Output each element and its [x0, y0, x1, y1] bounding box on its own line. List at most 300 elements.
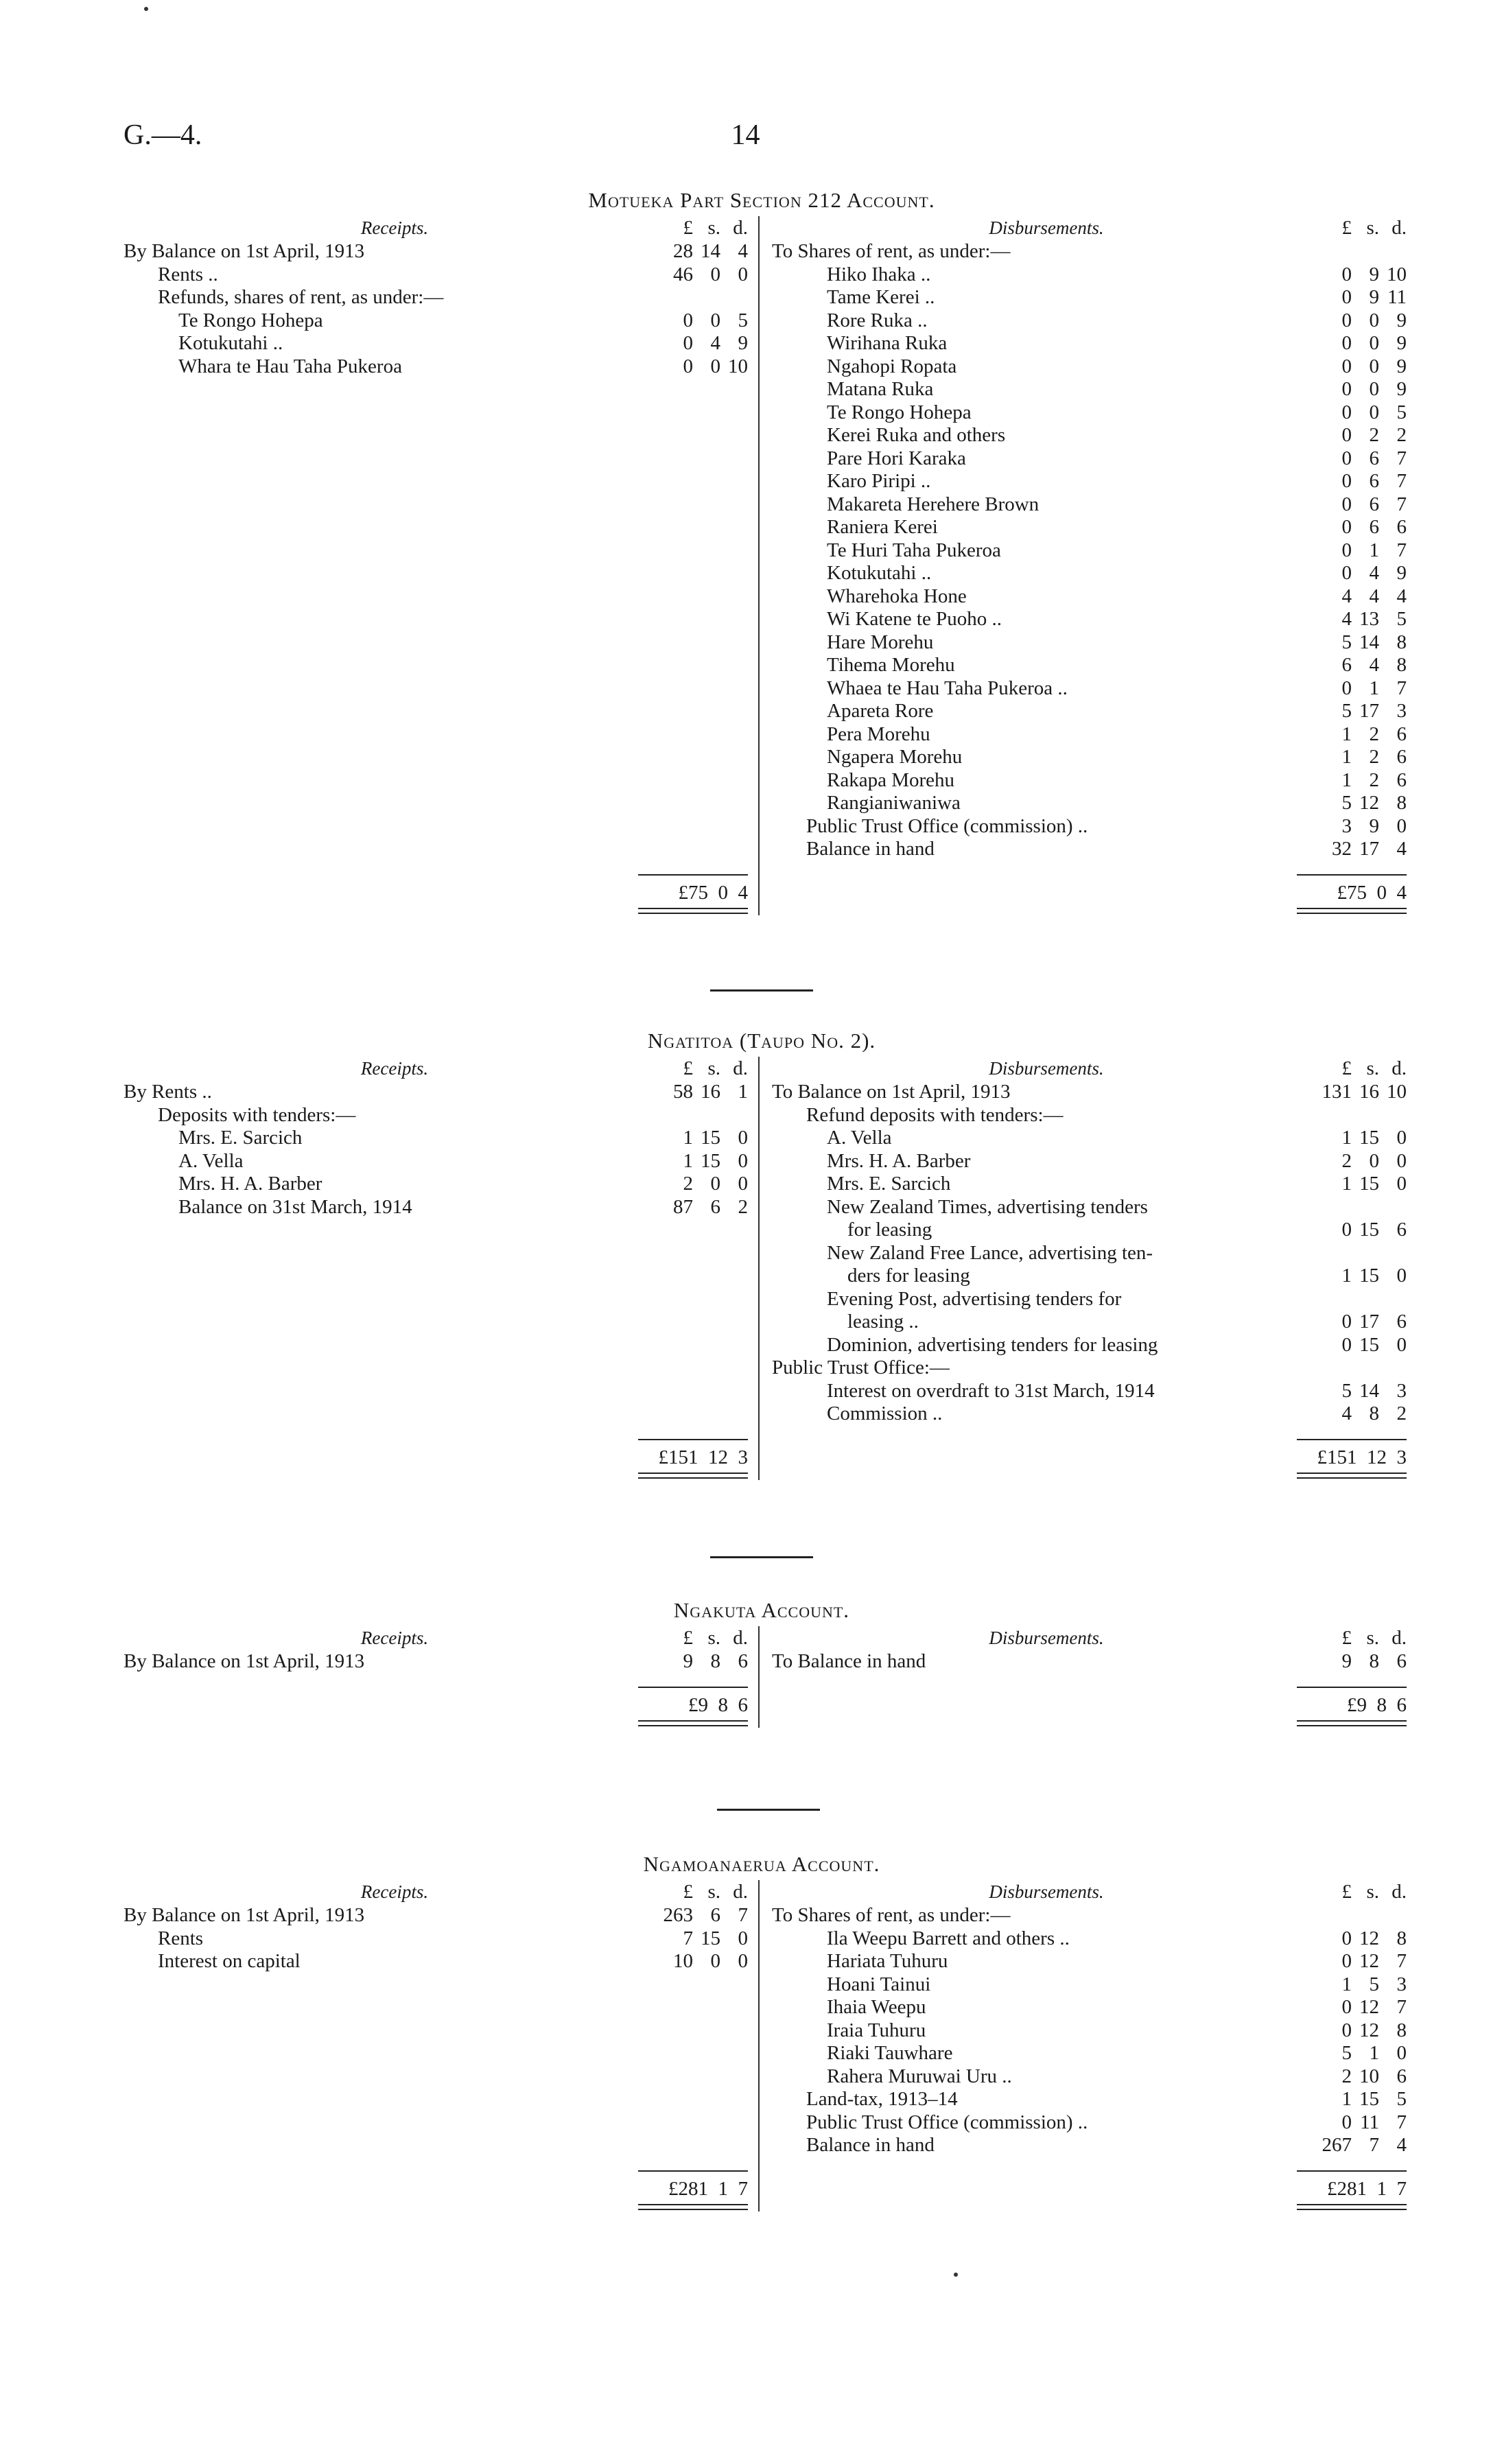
ledger-entry: To Balance on 1st April, 1913: [772, 1081, 1011, 1103]
amount-pence: 0: [1396, 1265, 1407, 1287]
spacer: [638, 2019, 748, 2042]
entry-amount: [1297, 1218, 1407, 1241]
ledger-entry: Hiko Ihaka ..: [827, 263, 931, 285]
disbursements-header: [772, 1880, 1321, 1903]
spacer: [124, 837, 666, 860]
amount-shillings: 6: [710, 1195, 720, 1218]
amount-shillings: 15: [1359, 1127, 1379, 1149]
currency-unit: s.: [1366, 1627, 1379, 1649]
spacer: [638, 631, 748, 654]
ledger-entry: Pera Morehu: [827, 723, 930, 745]
spacer: [638, 2065, 748, 2088]
spacer: [638, 1264, 748, 1287]
amount-pounds: 0: [1341, 263, 1352, 285]
amount-pounds: [1309, 1241, 1352, 1265]
money-column-header: [638, 1626, 748, 1650]
amount-pounds: 4: [1341, 608, 1352, 630]
currency-unit: £: [683, 1057, 693, 1079]
amount-pence: 9: [1396, 332, 1407, 354]
ledger-entry: Te Huri Taha Pukeroa: [827, 539, 1001, 561]
amount-pounds: 1: [1341, 1265, 1352, 1287]
amount-pounds: 0: [1341, 1927, 1352, 1949]
entry-amount: [1297, 837, 1407, 860]
entry-amount: [1297, 791, 1407, 814]
ledger-entry: Iraia Tuhuru: [827, 2019, 926, 2041]
amount-pounds: 0: [1341, 1219, 1352, 1241]
amount-pence: 0: [738, 263, 748, 285]
entry-amount: [1297, 699, 1407, 723]
ledger-entry: Interest on capital: [158, 1950, 301, 1972]
spacer: [124, 1973, 666, 1996]
ledger-entry: A. Vella: [827, 1127, 892, 1149]
entry-amount: [638, 1126, 748, 1149]
spacer: [124, 2087, 666, 2111]
amount-shillings: [1352, 1103, 1379, 1127]
amount-shillings: 0: [1369, 401, 1379, 423]
spacer: [124, 377, 666, 401]
amount-pence: 5: [1396, 2088, 1407, 2110]
currency-unit: d.: [1392, 1057, 1407, 1079]
ledger-entry: Hariata Tuhuru: [827, 1950, 948, 1972]
receipts-total: £75 0 4: [638, 874, 748, 904]
account-title: Ngamoanaerua Account.: [643, 1852, 880, 1876]
amount-pounds: 0: [1341, 286, 1352, 308]
spacer: [638, 447, 748, 470]
receipts-amounts: [638, 1626, 748, 1717]
entry-amount: [1297, 1973, 1407, 1996]
amount-pence: 6: [738, 1650, 748, 1672]
ledger-entry: Balance on 31st March, 1914: [178, 1195, 412, 1218]
amount-pence: 6: [1396, 768, 1407, 791]
amount-shillings: 8: [1369, 1403, 1379, 1424]
disbursements-label: Disbursements.: [989, 1881, 1104, 1902]
amount-shillings: 12: [1359, 1950, 1379, 1972]
spacer: [124, 1356, 666, 1379]
ledger-entry: Public Trust Office (commission) ..: [806, 2111, 1088, 2133]
ledger-entry: Ngapera Morehu: [827, 746, 963, 768]
entry-amount: [1297, 1650, 1407, 1673]
entry-amount: [1297, 285, 1407, 309]
amount-pence: 11: [1387, 286, 1407, 308]
spacer: [124, 561, 666, 585]
amount-pounds: [1309, 1287, 1352, 1311]
ledger-entry: Refunds, shares of rent, as under:—: [158, 286, 444, 308]
amount-shillings: 2: [1369, 723, 1379, 745]
entry-amount: [1297, 677, 1407, 700]
amount-shillings: 4: [1369, 585, 1379, 607]
amount-pounds: 1: [1341, 768, 1352, 791]
amount-pounds: 0: [1341, 309, 1352, 331]
amount-pounds: 0: [1341, 378, 1352, 400]
ledger-entry: Rakapa Morehu: [827, 768, 955, 791]
ledger-entry: Mrs. E. Sarcich: [827, 1173, 951, 1195]
amount-pounds: [1309, 1903, 1352, 1927]
receipts-label: Receipts.: [360, 218, 429, 238]
amount-shillings: 6: [1369, 516, 1379, 538]
currency-unit: d.: [1392, 217, 1407, 239]
entry-amount: [1297, 1949, 1407, 1973]
ledger-entry: Whara te Hau Taha Pukeroa: [178, 355, 402, 377]
amount-pence: 7: [1396, 447, 1407, 469]
entry-amount: [1297, 493, 1407, 516]
ledger-entry: Rangianiwaniwa: [827, 792, 961, 814]
amount-pounds: 5: [1341, 700, 1352, 722]
amount-shillings: 2: [1369, 746, 1379, 768]
ngakuta-account: [124, 1598, 1407, 1805]
amount-pounds: 1: [1341, 746, 1352, 768]
spacer: [638, 2087, 748, 2111]
section-rule: [717, 1809, 820, 1811]
currency-unit: d.: [1392, 1627, 1407, 1649]
amount-shillings: 14: [1359, 1379, 1379, 1402]
ledger-entry: Interest on overdraft to 31st March, 1914: [827, 1379, 1155, 1402]
spacer: [124, 1333, 666, 1357]
ledger-entry: Ihaia Weepu: [827, 1996, 926, 2018]
amount-shillings: [1352, 239, 1379, 263]
amount-pence: 5: [1396, 608, 1407, 630]
spacer: [638, 1310, 748, 1333]
amount-shillings: 12: [1359, 2019, 1379, 2041]
ngamoanaerua-account: [124, 1852, 1407, 2264]
amount-shillings: 0: [710, 263, 720, 285]
amount-pence: 6: [1396, 746, 1407, 768]
entry-amount: [1297, 1995, 1407, 2019]
entry-amount: [1297, 585, 1407, 608]
entry-amount: [638, 355, 748, 378]
currency-unit: £: [683, 1881, 693, 1903]
entry-amount: [1297, 401, 1407, 424]
amount-pounds: 0: [1341, 1950, 1352, 1972]
spacer: [638, 1995, 748, 2019]
disbursements-total: £9 8 6: [1297, 1687, 1407, 1717]
amount-pence: 8: [1396, 2019, 1407, 2041]
amount-pounds: 1: [683, 1127, 693, 1149]
ledger: [124, 1057, 1407, 1523]
disbursements-header: [772, 216, 1321, 239]
entry-amount: [638, 1103, 748, 1127]
amount-shillings: [693, 285, 720, 309]
entry-amount: [638, 1195, 748, 1219]
entry-amount: [638, 1927, 748, 1950]
amount-shillings: 0: [1369, 1149, 1379, 1172]
entry-amount: [1297, 1195, 1407, 1219]
entry-amount: [1297, 2041, 1407, 2065]
amount-shillings: 9: [1369, 263, 1379, 285]
ledger-entry: Te Rongo Hohepa: [827, 401, 972, 423]
amount-pounds: [1309, 1356, 1352, 1379]
spacer: [124, 607, 666, 631]
disbursements-label: Disbursements.: [989, 218, 1104, 238]
amount-pence: 8: [1396, 654, 1407, 676]
section-rule: [710, 989, 813, 992]
amount-shillings: 13: [1359, 608, 1379, 630]
entry-amount: [638, 285, 748, 309]
amount-pounds: 131: [1322, 1081, 1352, 1103]
print-speck: [144, 7, 148, 11]
disbursements-label: Disbursements.: [989, 1058, 1104, 1079]
entry-amount: [1297, 1103, 1407, 1127]
disbursements-column: [772, 1057, 1321, 1425]
amount-pence: 4: [1396, 585, 1407, 607]
receipts-label: Receipts.: [360, 1881, 429, 1902]
entry-amount: [1297, 331, 1407, 355]
ngatitoa-account: [124, 1029, 1407, 1523]
amount-shillings: 11: [1360, 2111, 1379, 2133]
amount-pounds: 267: [1322, 2134, 1352, 2156]
entry-amount: [1297, 1080, 1407, 1103]
amount-pounds: 9: [683, 1650, 693, 1672]
spacer: [638, 814, 748, 838]
spacer: [638, 401, 748, 424]
amount-pence: 7: [1396, 1950, 1407, 1972]
money-column-header: [1297, 1626, 1407, 1650]
entry-amount: [1297, 515, 1407, 539]
currency-unit: s.: [707, 1627, 720, 1649]
amount-shillings: 14: [701, 240, 720, 262]
amount-pence: 7: [1396, 539, 1407, 561]
amount-shillings: 8: [1369, 1650, 1379, 1672]
amount-shillings: 15: [1359, 2088, 1379, 2110]
amount-pence: 7: [1396, 677, 1407, 699]
spacer: [124, 814, 666, 838]
receipts-header: [124, 216, 666, 239]
entry-amount: [1297, 1356, 1407, 1379]
spacer: [124, 423, 666, 447]
spacer: [638, 1379, 748, 1403]
spacer: [638, 837, 748, 860]
amount-pounds: 2: [683, 1173, 693, 1195]
entry-amount: [1297, 1333, 1407, 1357]
spacer: [124, 2041, 666, 2065]
spacer: [638, 677, 748, 700]
amount-pounds: 0: [1341, 539, 1352, 561]
ledger-entry: Ila Weepu Barrett and others ..: [827, 1927, 1070, 1949]
spacer: [124, 1995, 666, 2019]
amount-pence: 0: [738, 1149, 748, 1172]
ledger-entry: Ngahopi Ropata: [827, 355, 957, 377]
amount-pence: 0: [738, 1950, 748, 1972]
amount-pounds: 46: [673, 263, 693, 285]
amount-pence: 2: [1396, 424, 1407, 446]
entry-amount: [1297, 745, 1407, 768]
spacer: [638, 791, 748, 814]
amount-shillings: 6: [1369, 470, 1379, 492]
spacer: [124, 1287, 666, 1311]
disbursements-label: Disbursements.: [989, 1628, 1104, 1648]
amount-pounds: 2: [1341, 1149, 1352, 1172]
spacer: [124, 1264, 666, 1287]
amount-pounds: 5: [1341, 631, 1352, 653]
amount-pounds: 1: [1341, 2088, 1352, 2110]
ledger-entry: Hoani Tainui: [827, 1973, 931, 1995]
currency-unit: £: [1341, 1057, 1352, 1079]
spacer: [124, 515, 666, 539]
spacer: [638, 493, 748, 516]
entry-amount: [1297, 1903, 1407, 1927]
amount-shillings: 0: [710, 309, 720, 331]
page-header: [0, 119, 1491, 158]
amount-shillings: 0: [1369, 332, 1379, 354]
spacer: [124, 1402, 666, 1425]
amount-shillings: 6: [1369, 447, 1379, 469]
amount-pence: 8: [1396, 631, 1407, 653]
amount-pounds: 6: [1341, 654, 1352, 676]
entry-amount: [1297, 2133, 1407, 2157]
ledger-entry: Wharehoka Hone: [827, 585, 967, 607]
entry-amount: [1297, 1264, 1407, 1287]
amount-pounds: 1: [1341, 723, 1352, 745]
ledger-entry: Dominion, advertising tenders for leasing: [827, 1333, 1158, 1356]
amount-pence: 6: [1396, 1219, 1407, 1241]
receipts-header: [124, 1626, 666, 1650]
entry-amount: [1297, 607, 1407, 631]
amount-shillings: 15: [1359, 1219, 1379, 1241]
receipts-header: [124, 1057, 666, 1080]
amount-shillings: 16: [1359, 1081, 1379, 1103]
amount-pounds: 0: [1341, 562, 1352, 584]
disbursements-amounts: [1297, 1880, 1407, 2201]
entry-amount: [1297, 1287, 1407, 1311]
amount-shillings: 1: [1369, 677, 1379, 699]
entry-amount: [1297, 561, 1407, 585]
amount-shillings: 9: [1369, 286, 1379, 308]
spacer: [638, 561, 748, 585]
amount-shillings: 15: [1359, 1333, 1379, 1356]
entry-amount: [1297, 447, 1407, 470]
receipts-label: Receipts.: [360, 1058, 429, 1079]
amount-pounds: 0: [683, 332, 693, 354]
currency-unit: d.: [733, 217, 748, 239]
amount-shillings: 8: [710, 1650, 720, 1672]
entry-amount: [1297, 1379, 1407, 1403]
amount-pence: 0: [1396, 1127, 1407, 1149]
disbursements-header: [772, 1057, 1321, 1080]
spacer: [124, 1218, 666, 1241]
currency-unit: s.: [707, 217, 720, 239]
spacer: [638, 1333, 748, 1357]
receipts-column: [124, 1057, 666, 1425]
entry-amount: [638, 1172, 748, 1195]
currency-unit: £: [683, 217, 693, 239]
ledger-entry: Rore Ruka ..: [827, 309, 928, 331]
amount-pounds: 9: [1341, 1650, 1352, 1672]
amount-pounds: 1: [1341, 1173, 1352, 1195]
amount-pounds: 4: [1341, 1403, 1352, 1424]
amount-pounds: 0: [1341, 493, 1352, 515]
spacer: [124, 1241, 666, 1265]
entry-amount: [1297, 377, 1407, 401]
amount-shillings: 10: [1359, 2065, 1379, 2087]
ledger-entry: By Balance on 1st April, 1913: [124, 1904, 365, 1926]
entry-amount: [638, 263, 748, 286]
amount-pence: 2: [1396, 1403, 1407, 1424]
ledger-entry: Mrs. H. A. Barber: [827, 1149, 971, 1172]
amount-pence: 4: [1396, 2134, 1407, 2156]
amount-shillings: 6: [1369, 493, 1379, 515]
amount-pounds: 0: [1341, 516, 1352, 538]
entry-amount: [1297, 2111, 1407, 2134]
ledger-entry: Deposits with tenders:—: [158, 1103, 356, 1126]
amount-pence: [1379, 1287, 1407, 1311]
money-column-header: [638, 1880, 748, 1903]
ledger-entry: Makareta Herehere Brown: [827, 493, 1040, 515]
currency-unit: s.: [1366, 217, 1379, 239]
amount-pounds: 1: [1341, 1127, 1352, 1149]
money-column-header: [638, 1057, 748, 1080]
currency-unit: £: [1341, 1881, 1352, 1903]
amount-pounds: 0: [1341, 677, 1352, 699]
print-speck: [954, 2273, 958, 2277]
spacer: [638, 2041, 748, 2065]
disbursements-column: [772, 1626, 1321, 1673]
amount-pounds: 0: [683, 355, 693, 377]
amount-shillings: 7: [1369, 2134, 1379, 2156]
money-column-header: [1297, 1057, 1407, 1080]
spacer: [638, 653, 748, 677]
entry-amount: [1297, 653, 1407, 677]
amount-pence: [1379, 1103, 1407, 1127]
currency-unit: £: [1341, 1627, 1352, 1649]
spacer: [124, 469, 666, 493]
spacer: [124, 745, 666, 768]
spacer: [638, 1973, 748, 1996]
amount-shillings: 2: [1369, 424, 1379, 446]
amount-pounds: [1309, 1195, 1352, 1219]
disbursements-total: £151 12 3: [1297, 1439, 1407, 1469]
entry-amount: [638, 1149, 748, 1173]
spacer: [124, 653, 666, 677]
amount-shillings: 14: [1359, 631, 1379, 653]
disbursements-column: [772, 1880, 1321, 2157]
column-divider: [758, 1880, 760, 2211]
amount-pence: 0: [1396, 814, 1407, 837]
amount-shillings: 9: [1369, 814, 1379, 837]
entry-amount: [1297, 814, 1407, 838]
page-number: 14: [731, 119, 760, 151]
spacer: [124, 677, 666, 700]
spacer: [124, 585, 666, 608]
amount-pounds: 32: [1332, 838, 1352, 860]
spacer: [638, 2111, 748, 2134]
amount-shillings: 17: [1359, 700, 1379, 722]
amount-pounds: 7: [683, 1927, 693, 1949]
amount-pence: 9: [1396, 562, 1407, 584]
entry-amount: [1297, 355, 1407, 378]
ledger-entry: Riaki Tauwhare: [827, 2042, 953, 2064]
entry-amount: [1297, 2087, 1407, 2111]
amount-shillings: 17: [1359, 838, 1379, 860]
amount-pence: 6: [1396, 723, 1407, 745]
amount-pence: 1: [738, 1081, 748, 1103]
amount-shillings: 0: [710, 355, 720, 377]
amount-pounds: 0: [1341, 2019, 1352, 2041]
ledger-entry: Public Trust Office:—: [772, 1357, 950, 1378]
spacer: [638, 745, 748, 768]
amount-pence: 0: [738, 1173, 748, 1195]
ledger-entry: By Balance on 1st April, 1913: [124, 1650, 365, 1672]
account-title: Ngakuta Account.: [673, 1598, 850, 1622]
spacer: [124, 723, 666, 746]
disbursements-column: [772, 216, 1321, 860]
ledger-entry: Kotukutahi ..: [827, 562, 932, 584]
amount-pounds: 5: [1341, 1379, 1352, 1402]
spacer: [124, 791, 666, 814]
amount-pounds: 4: [1341, 585, 1352, 607]
amount-shillings: 15: [1359, 1173, 1379, 1195]
amount-pounds: 58: [673, 1081, 693, 1103]
ledger-entry: Karo Piripi ..: [827, 470, 931, 492]
amount-pence: 5: [738, 309, 748, 331]
